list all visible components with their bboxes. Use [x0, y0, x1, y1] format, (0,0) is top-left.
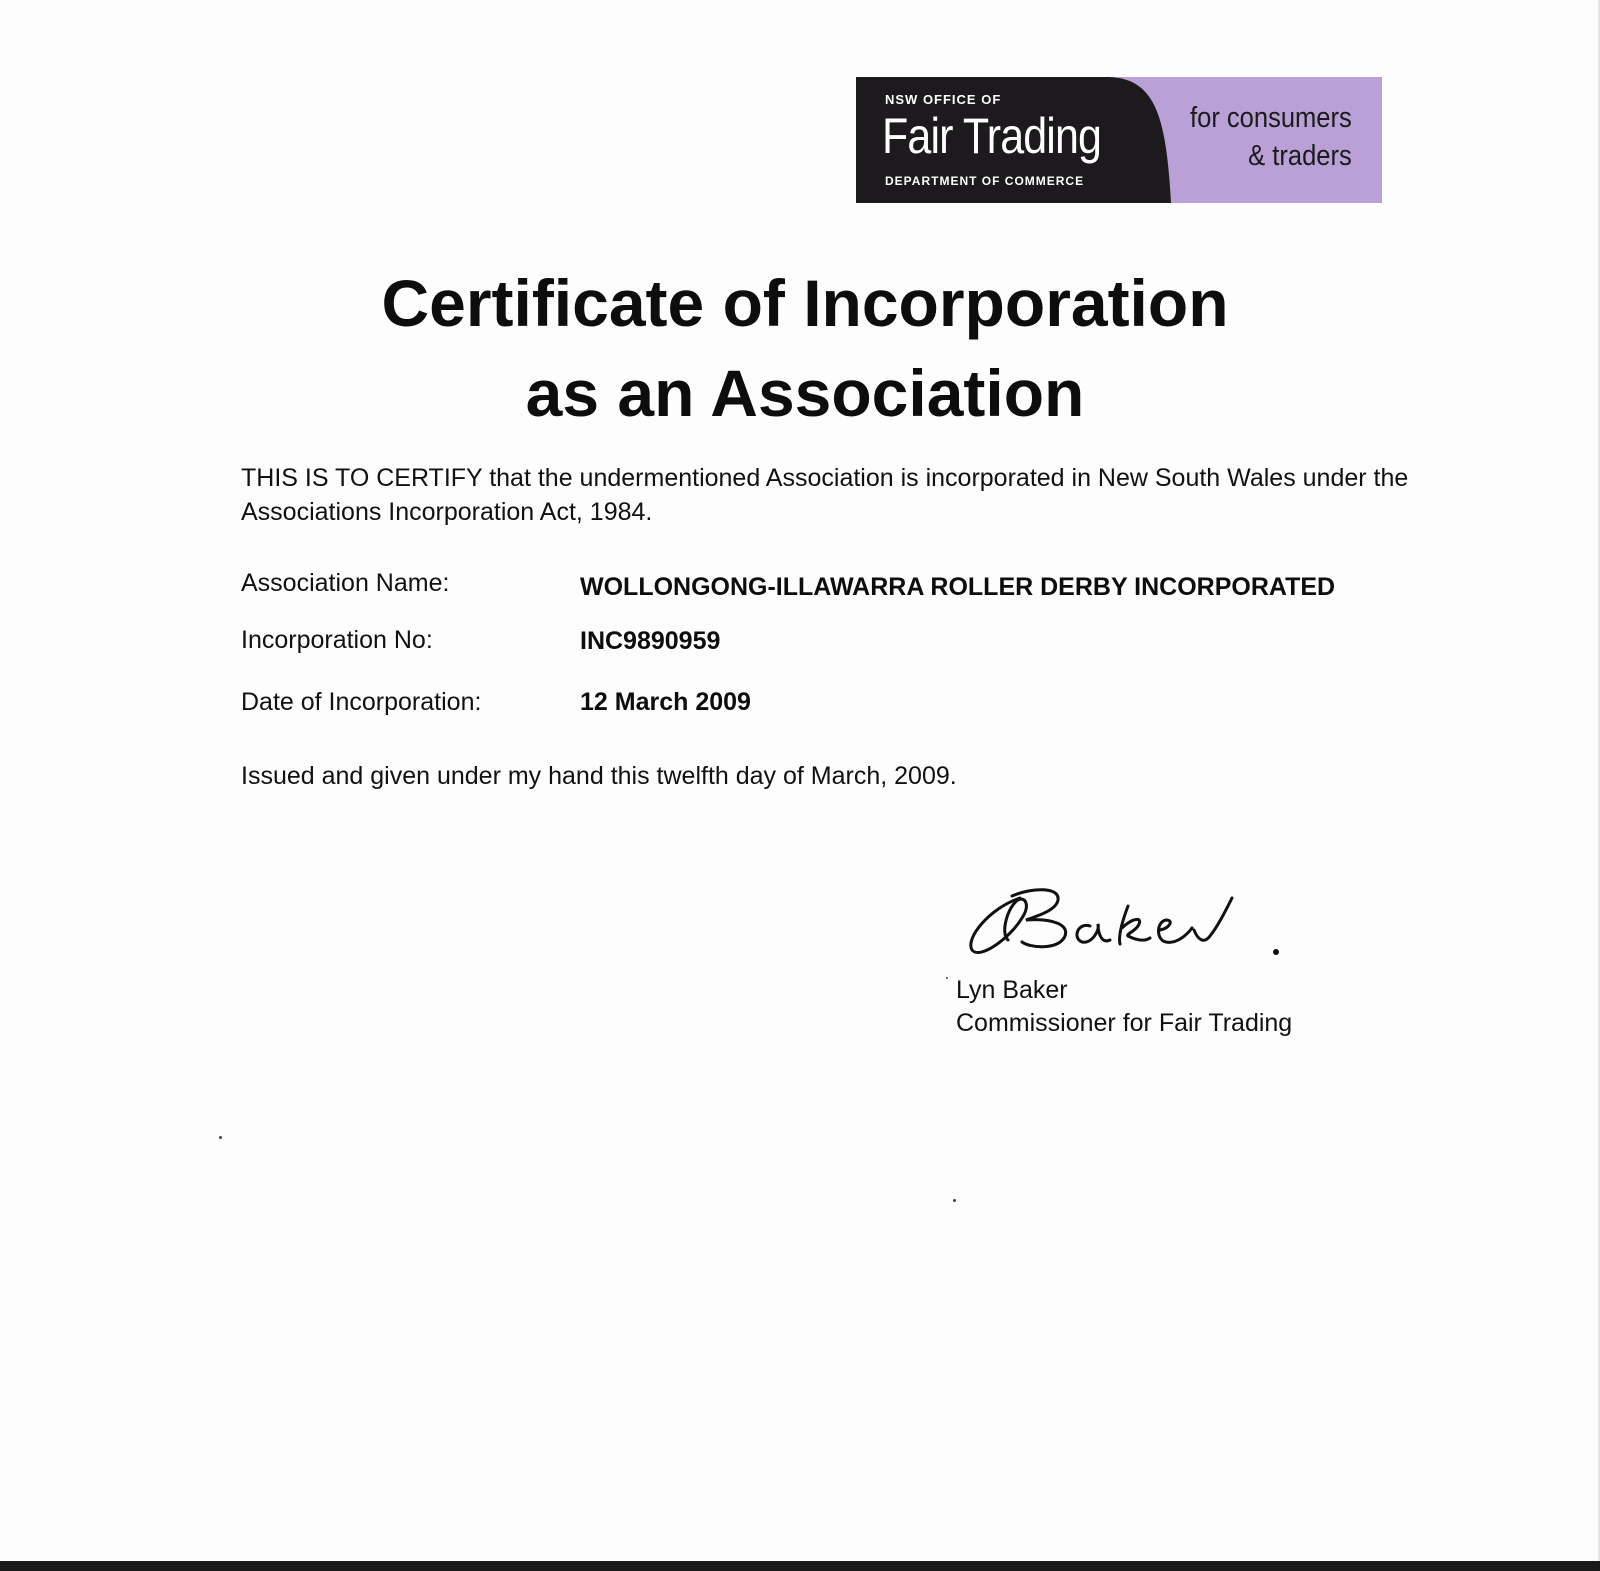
logo-tagline-line2: & traders [1248, 140, 1352, 172]
signatory-title: Commissioner for Fair Trading [956, 1009, 1293, 1037]
association-name-value: WOLLONGONG-ILLAWARRA ROLLER DERBY INCORPORATED [580, 573, 1336, 601]
logo-tagline [1190, 99, 1352, 175]
signatory-name: Lyn Baker [956, 976, 1068, 1004]
title-line-2: as an Association [525, 356, 1085, 430]
page-bottom-edge [0, 1561, 1600, 1571]
incorporation-no-value: INC9890959 [580, 627, 721, 655]
certificate-title [0, 258, 1600, 438]
scan-speck [953, 1199, 956, 1202]
issued-statement: Issued and given under my hand this twelfth day of March, 2009. [241, 762, 957, 790]
fair-trading-logo [856, 77, 1382, 203]
incorporation-date-label: Date of Incorporation: [241, 688, 482, 716]
incorporation-no-label: Incorporation No: [241, 626, 433, 654]
logo-office-label: NSW OFFICE OF [885, 92, 1002, 107]
logo-wordmark: Fair Trading [882, 108, 1102, 164]
certify-paragraph: THIS IS TO CERTIFY that the undermentioned Association is incorporated in New South Wales under the Associations Incorporation Act, 1984. [241, 464, 1409, 526]
scan-speck [946, 977, 948, 979]
title-line-1: Certificate of Incorporation [381, 266, 1229, 340]
handwritten-signature [960, 878, 1280, 968]
scan-speck [219, 1136, 222, 1139]
association-name-label: Association Name: [241, 569, 450, 597]
logo-department-label: DEPARTMENT OF COMMERCE [885, 174, 1085, 188]
incorporation-date-value: 12 March 2009 [580, 688, 751, 716]
logo-tagline-line1: for consumers [1190, 102, 1352, 134]
